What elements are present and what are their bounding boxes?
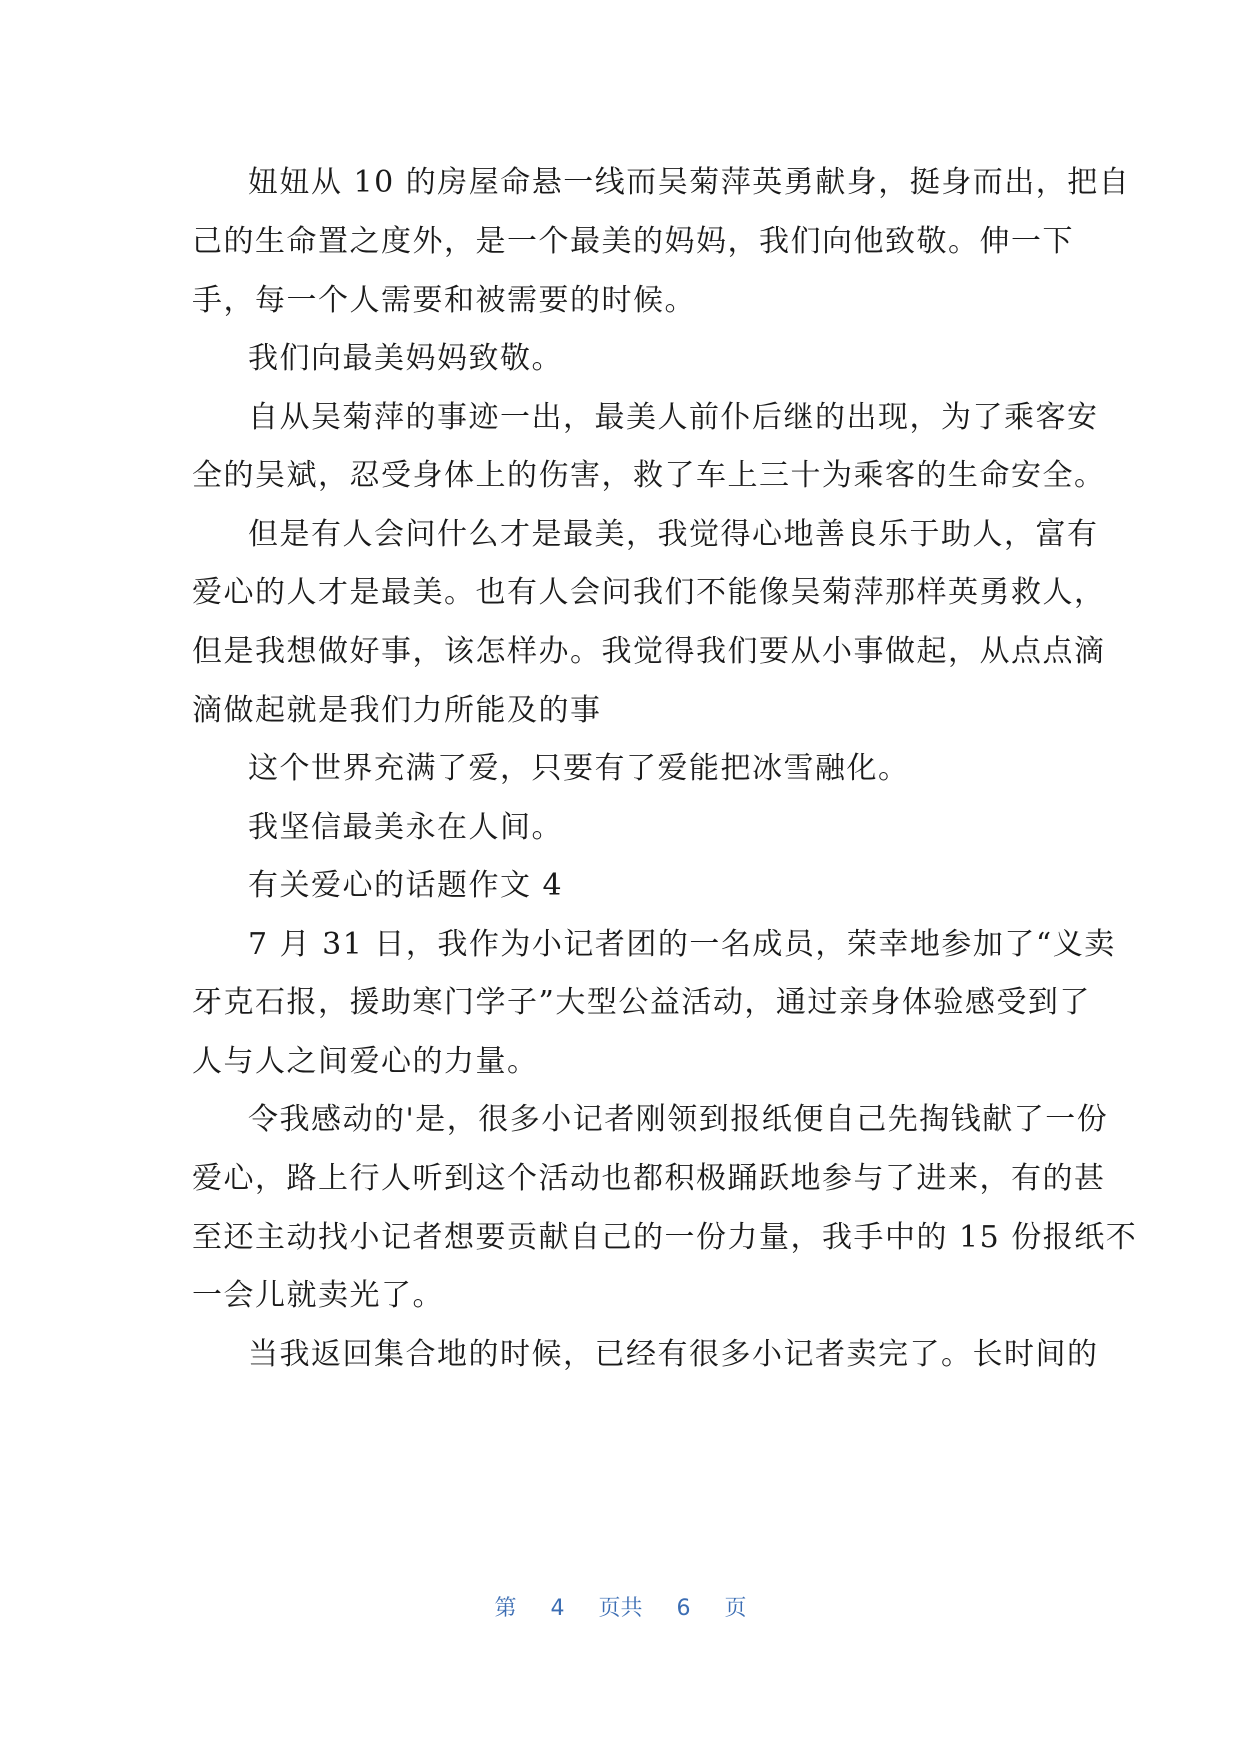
text-line: 一会儿就卖光了。 (192, 1278, 444, 1313)
page-footer (0, 1594, 1241, 1624)
footer-prefix: 第 (494, 1596, 517, 1621)
text-line: 手，每一个人需要和被需要的时候。 (192, 283, 696, 318)
text-line: 己的生命置之度外，是一个最美的妈妈，我们向他致敬。伸一下 (192, 224, 1074, 259)
section-heading: 有关爱心的话题作文 4 (248, 868, 564, 903)
text-line: 妞妞从 10 的房屋命悬一线而吴菊萍英勇献身，挺身而出，把自 (248, 165, 1131, 200)
text-line: 滴做起就是我们力所能及的事 (192, 693, 602, 728)
text-line: 令我感动的'是，很多小记者刚领到报纸便自己先掏钱献了一份 (248, 1102, 1109, 1137)
text-line: 全的吴斌，忍受身体上的伤害，救了车上三十为乘客的生命安全。 (192, 458, 1106, 493)
current-page-number: 4 (550, 1596, 565, 1621)
text-line: 7 月 31 日，我作为小记者团的一名成员，荣幸地参加了“义卖 (248, 927, 1116, 962)
text-line: 当我返回集合地的时候，已经有很多小记者卖完了。长时间的 (248, 1337, 1099, 1372)
text-line: 爱心的人才是最美。也有人会问我们不能像吴菊萍那样英勇救人， (192, 575, 1106, 610)
text-line: 至还主动找小记者想要贡献自己的一份力量，我手中的 15 份报纸不 (192, 1220, 1138, 1255)
text-line: 牙克石报，援助寒门学子”大型公益活动，通过亲身体验感受到了 (192, 985, 1091, 1020)
text-line: 人与人之间爱心的力量。 (192, 1044, 539, 1079)
text-line: 但是有人会问什么才是最美，我觉得心地善良乐于助人，富有 (248, 517, 1099, 552)
text-line: 爱心，路上行人听到这个活动也都积极踊跃地参与了进来，有的甚 (192, 1161, 1106, 1196)
total-pages-number: 6 (676, 1596, 691, 1621)
text-line: 自从吴菊萍的事迹一出，最美人前仆后继的出现，为了乘客安 (248, 400, 1099, 435)
text-line: 我们向最美妈妈致敬。 (248, 341, 563, 376)
footer-middle: 页共 (598, 1596, 643, 1621)
footer-suffix: 页 (724, 1596, 747, 1621)
text-line: 我坚信最美永在人间。 (248, 810, 563, 845)
text-line: 但是我想做好事，该怎样办。我觉得我们要从小事做起，从点点滴 (192, 634, 1106, 669)
text-line: 这个世界充满了爱，只要有了爱能把冰雪融化。 (248, 751, 910, 786)
